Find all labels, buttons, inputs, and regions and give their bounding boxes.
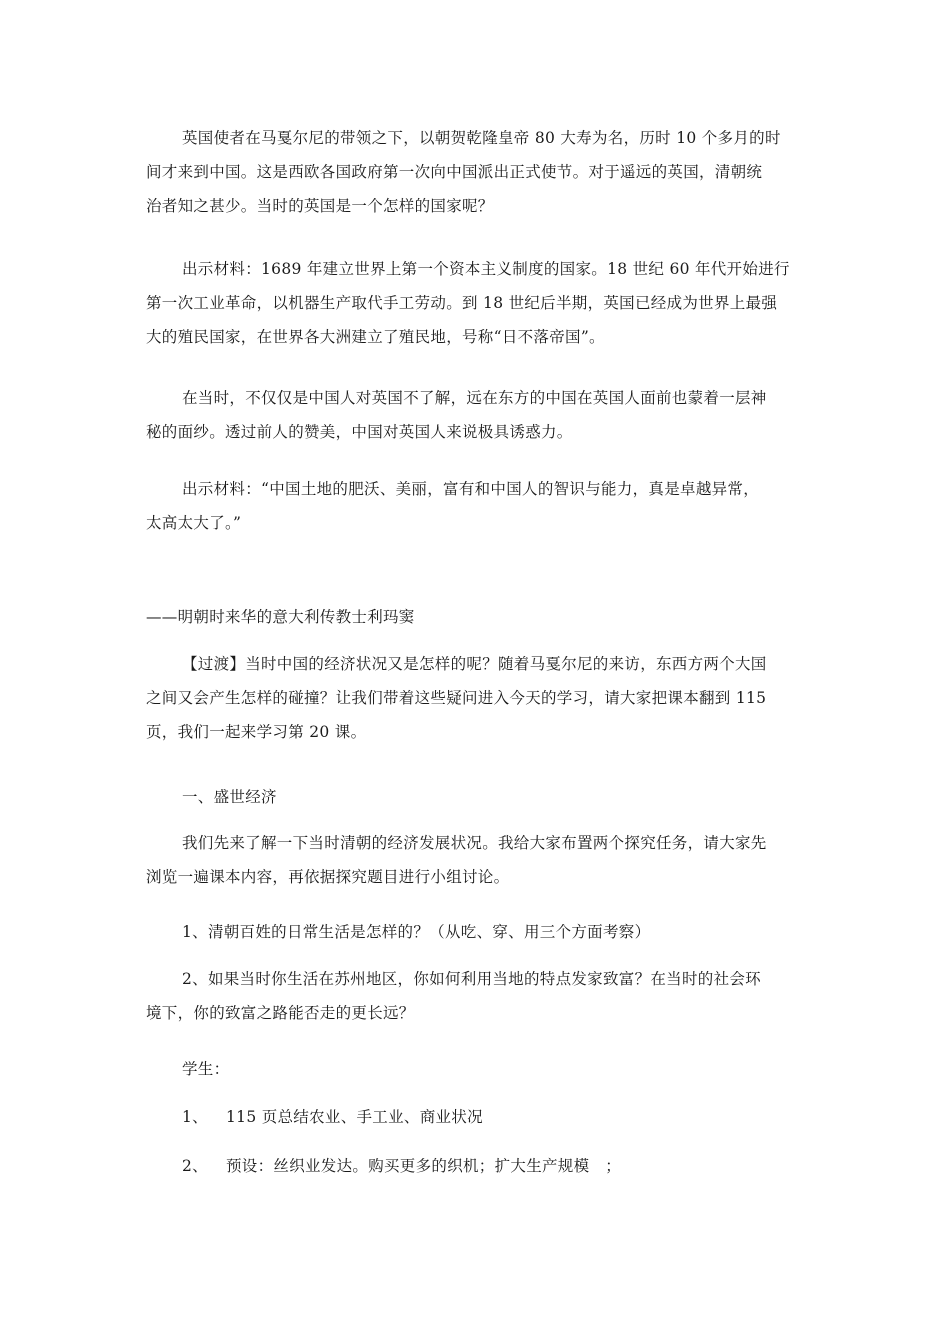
answer-number: 1、 <box>182 1108 208 1126</box>
quote-attribution: ——明朝时来华的意大利传教士利玛窦 <box>146 608 415 626</box>
text-line: 【过渡】当时中国的经济状况又是怎样的呢？随着马戛尔尼的来访，东西方两个大国 <box>182 655 767 673</box>
text-line: 治者知之甚少。当时的英国是一个怎样的国家呢？ <box>146 197 494 215</box>
answer-text: 115 页总结农业、手工业、商业状况 <box>226 1108 483 1126</box>
task-one: 1、清朝百姓的日常生活是怎样的？（从吃、穿、用三个方面考察） <box>182 923 651 941</box>
paragraph-intro-tasks <box>146 826 806 894</box>
answer-item-1 <box>182 1100 483 1134</box>
answer-item-2 <box>182 1149 621 1183</box>
text-line: 浏览一遍课本内容，再依据探究题目进行小组讨论。 <box>146 868 510 886</box>
text-line: 出示材料：1689 年建立世界上第一个资本主义制度的国家。18 世纪 60 年代开始进行 <box>182 260 790 278</box>
text-line: 之间又会产生怎样的碰撞？让我们带着这些疑问进入今天的学习，请大家把课本翻到 115 <box>146 689 767 707</box>
paragraph-british-envoy <box>146 121 806 223</box>
text-line: 秘的面纱。透过前人的赞美，中国对英国人来说极具诱惑力。 <box>146 423 573 441</box>
paragraph-material-quote <box>146 472 806 540</box>
text-line: 页，我们一起来学习第 20 课。 <box>146 723 367 741</box>
text-line: 2、如果当时你生活在苏州地区，你如何利用当地的特点发家致富？在当时的社会环 <box>182 970 761 988</box>
paragraph-material-britain <box>146 252 806 354</box>
text-line: 我们先来了解一下当时清朝的经济发展状况。我给大家布置两个探究任务，请大家先 <box>182 834 767 852</box>
task-two <box>146 962 806 1030</box>
text-line: 间才来到中国。这是西欧各国政府第一次向中国派出正式使节。对于遥远的英国，清朝统 <box>146 163 763 181</box>
text-line: 境下，你的致富之路能否走的更长远？ <box>146 1004 415 1022</box>
section-heading: 一、盛世经济 <box>182 788 277 806</box>
paragraph-transition <box>146 647 806 749</box>
text-line: 出示材料：“中国土地的肥沃、美丽，富有和中国人的智识与能力，真是卓越异常， <box>182 480 760 498</box>
student-label: 学生： <box>182 1060 230 1078</box>
answer-text: 预设：丝织业发达。购买更多的织机；扩大生产规模 ； <box>226 1157 622 1175</box>
text-line: 太高太大了。” <box>146 514 242 532</box>
answer-number: 2、 <box>182 1157 208 1175</box>
paragraph-mystery <box>146 381 806 449</box>
text-line: 大的殖民国家，在世界各大洲建立了殖民地，号称“日不落帝国”。 <box>146 328 605 346</box>
text-line: 英国使者在马戛尔尼的带领之下，以朝贺乾隆皇帝 80 大寿为名，历时 10 个多月的时 <box>182 129 781 147</box>
text-line: 第一次工业革命，以机器生产取代手工劳动。到 18 世纪后半期，英国已经成为世界上最强 <box>146 294 778 312</box>
text-line: 在当时，不仅仅是中国人对英国不了解，远在东方的中国在英国人面前也蒙着一层神 <box>182 389 767 407</box>
